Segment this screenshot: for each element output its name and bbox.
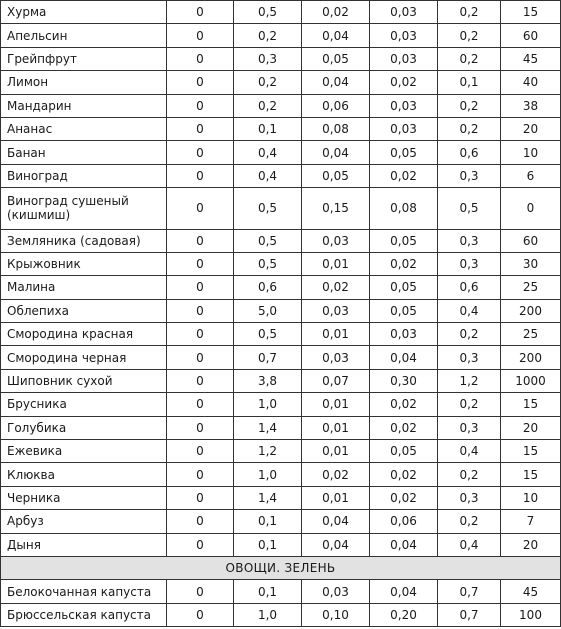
value-cell-col-3: 0,04 <box>302 510 370 533</box>
product-name-cell: Голубика <box>1 416 167 439</box>
value-cell-col-2: 1,4 <box>234 416 302 439</box>
value-cell-col-3: 0,04 <box>302 24 370 47</box>
value-cell-col-2: 0,4 <box>234 141 302 164</box>
value-cell-col-5: 0,3 <box>438 346 501 369</box>
table-row <box>1 510 561 533</box>
product-name-cell: Ананас <box>1 117 167 140</box>
value-cell-col-1: 0 <box>167 47 234 70</box>
value-cell-col-5: 0,2 <box>438 463 501 486</box>
value-cell-col-5: 0,2 <box>438 24 501 47</box>
product-name-cell: Крыжовник <box>1 252 167 275</box>
value-cell-col-6: 20 <box>501 533 561 556</box>
product-name-cell: Апельсин <box>1 24 167 47</box>
value-cell-col-1: 0 <box>167 510 234 533</box>
value-cell-col-3: 0,06 <box>302 94 370 117</box>
value-cell-col-4: 0,03 <box>370 117 438 140</box>
value-cell-col-2: 0,7 <box>234 346 302 369</box>
value-cell-col-3: 0,02 <box>302 276 370 299</box>
value-cell-col-4: 0,04 <box>370 346 438 369</box>
value-cell-col-2: 0,6 <box>234 276 302 299</box>
value-cell-col-3: 0,15 <box>302 188 370 229</box>
value-cell-col-2: 1,4 <box>234 486 302 509</box>
value-cell-col-2: 0,1 <box>234 510 302 533</box>
table-row <box>1 463 561 486</box>
value-cell-col-2: 0,1 <box>234 533 302 556</box>
value-cell-col-5: 0,2 <box>438 117 501 140</box>
value-cell-col-4: 0,06 <box>370 510 438 533</box>
value-cell-col-6: 45 <box>501 580 561 603</box>
product-name-cell: Клюква <box>1 463 167 486</box>
product-name-cell: Мандарин <box>1 94 167 117</box>
product-name-cell: Черника <box>1 486 167 509</box>
value-cell-col-3: 0,01 <box>302 486 370 509</box>
table-row <box>1 24 561 47</box>
value-cell-col-5: 0,2 <box>438 393 501 416</box>
value-cell-col-1: 0 <box>167 141 234 164</box>
table-row <box>1 94 561 117</box>
value-cell-col-2: 0,5 <box>234 188 302 229</box>
product-name-cell: Белокочанная капуста <box>1 580 167 603</box>
value-cell-col-2: 0,2 <box>234 71 302 94</box>
value-cell-col-3: 0,07 <box>302 369 370 392</box>
value-cell-col-4: 0,08 <box>370 188 438 229</box>
value-cell-col-3: 0,10 <box>302 603 370 626</box>
product-name-cell: Банан <box>1 141 167 164</box>
value-cell-col-6: 60 <box>501 229 561 252</box>
table-row <box>1 276 561 299</box>
value-cell-col-1: 0 <box>167 603 234 626</box>
value-cell-col-3: 0,01 <box>302 393 370 416</box>
value-cell-col-5: 0,6 <box>438 276 501 299</box>
table-row <box>1 141 561 164</box>
value-cell-col-1: 0 <box>167 346 234 369</box>
value-cell-col-6: 15 <box>501 1 561 24</box>
table-row <box>1 369 561 392</box>
table-row <box>1 1 561 24</box>
value-cell-col-4: 0,05 <box>370 276 438 299</box>
value-cell-col-6: 200 <box>501 346 561 369</box>
value-cell-col-6: 0 <box>501 188 561 229</box>
table-row <box>1 346 561 369</box>
table-row <box>1 323 561 346</box>
value-cell-col-4: 0,03 <box>370 47 438 70</box>
table-row <box>1 252 561 275</box>
value-cell-col-2: 0,1 <box>234 580 302 603</box>
value-cell-col-1: 0 <box>167 580 234 603</box>
value-cell-col-2: 0,5 <box>234 252 302 275</box>
value-cell-col-1: 0 <box>167 1 234 24</box>
value-cell-col-3: 0,04 <box>302 141 370 164</box>
value-cell-col-6: 6 <box>501 164 561 187</box>
value-cell-col-6: 15 <box>501 393 561 416</box>
product-name-cell: Дыня <box>1 533 167 556</box>
value-cell-col-4: 0,30 <box>370 369 438 392</box>
product-name-cell: Хурма <box>1 1 167 24</box>
value-cell-col-5: 0,2 <box>438 510 501 533</box>
value-cell-col-3: 0,02 <box>302 463 370 486</box>
value-cell-col-1: 0 <box>167 393 234 416</box>
value-cell-col-1: 0 <box>167 299 234 322</box>
product-name-cell: Смородина красная <box>1 323 167 346</box>
value-cell-col-4: 0,03 <box>370 323 438 346</box>
value-cell-col-2: 0,5 <box>234 1 302 24</box>
value-cell-col-6: 45 <box>501 47 561 70</box>
value-cell-col-4: 0,05 <box>370 229 438 252</box>
value-cell-col-4: 0,05 <box>370 141 438 164</box>
value-cell-col-4: 0,02 <box>370 416 438 439</box>
value-cell-col-6: 20 <box>501 416 561 439</box>
table-row <box>1 486 561 509</box>
product-name-cell: Лимон <box>1 71 167 94</box>
table-row <box>1 416 561 439</box>
value-cell-col-5: 0,3 <box>438 164 501 187</box>
table-row <box>1 603 561 626</box>
value-cell-col-3: 0,01 <box>302 252 370 275</box>
value-cell-col-4: 0,02 <box>370 252 438 275</box>
value-cell-col-3: 0,01 <box>302 440 370 463</box>
value-cell-col-1: 0 <box>167 94 234 117</box>
value-cell-col-4: 0,02 <box>370 71 438 94</box>
table-row <box>1 580 561 603</box>
value-cell-col-2: 1,0 <box>234 463 302 486</box>
value-cell-col-1: 0 <box>167 323 234 346</box>
value-cell-col-1: 0 <box>167 252 234 275</box>
value-cell-col-1: 0 <box>167 463 234 486</box>
value-cell-col-5: 0,2 <box>438 94 501 117</box>
value-cell-col-3: 0,08 <box>302 117 370 140</box>
table-row <box>1 533 561 556</box>
product-name-cell: Малина <box>1 276 167 299</box>
value-cell-col-6: 200 <box>501 299 561 322</box>
value-cell-col-6: 25 <box>501 323 561 346</box>
value-cell-col-1: 0 <box>167 440 234 463</box>
value-cell-col-2: 0,2 <box>234 94 302 117</box>
value-cell-col-5: 1,2 <box>438 369 501 392</box>
value-cell-col-6: 15 <box>501 440 561 463</box>
value-cell-col-3: 0,03 <box>302 346 370 369</box>
value-cell-col-4: 0,05 <box>370 299 438 322</box>
value-cell-col-3: 0,02 <box>302 1 370 24</box>
value-cell-col-5: 0,6 <box>438 141 501 164</box>
product-name-cell: Шиповник сухой <box>1 369 167 392</box>
value-cell-col-5: 0,3 <box>438 416 501 439</box>
value-cell-col-5: 0,4 <box>438 440 501 463</box>
value-cell-col-3: 0,01 <box>302 416 370 439</box>
value-cell-col-3: 0,05 <box>302 164 370 187</box>
value-cell-col-6: 40 <box>501 71 561 94</box>
value-cell-col-1: 0 <box>167 117 234 140</box>
value-cell-col-6: 10 <box>501 141 561 164</box>
value-cell-col-2: 0,5 <box>234 229 302 252</box>
table-row <box>1 71 561 94</box>
product-name-cell: Смородина черная <box>1 346 167 369</box>
value-cell-col-2: 0,5 <box>234 323 302 346</box>
product-name-cell: Виноград сушеный (кишмиш) <box>1 188 167 229</box>
value-cell-col-2: 0,3 <box>234 47 302 70</box>
value-cell-col-1: 0 <box>167 188 234 229</box>
value-cell-col-2: 0,2 <box>234 24 302 47</box>
product-name-cell: Облепиха <box>1 299 167 322</box>
table-row <box>1 393 561 416</box>
value-cell-col-4: 0,03 <box>370 1 438 24</box>
value-cell-col-2: 5,0 <box>234 299 302 322</box>
product-name-cell: Брусника <box>1 393 167 416</box>
value-cell-col-4: 0,05 <box>370 440 438 463</box>
value-cell-col-5: 0,2 <box>438 47 501 70</box>
value-cell-col-5: 0,5 <box>438 188 501 229</box>
value-cell-col-6: 100 <box>501 603 561 626</box>
value-cell-col-1: 0 <box>167 486 234 509</box>
value-cell-col-1: 0 <box>167 416 234 439</box>
value-cell-col-1: 0 <box>167 533 234 556</box>
value-cell-col-5: 0,2 <box>438 1 501 24</box>
value-cell-col-2: 1,0 <box>234 393 302 416</box>
value-cell-col-1: 0 <box>167 24 234 47</box>
value-cell-col-4: 0,02 <box>370 393 438 416</box>
value-cell-col-6: 38 <box>501 94 561 117</box>
value-cell-col-3: 0,03 <box>302 299 370 322</box>
value-cell-col-6: 60 <box>501 24 561 47</box>
value-cell-col-1: 0 <box>167 164 234 187</box>
product-name-cell: Брюссельская капуста <box>1 603 167 626</box>
value-cell-col-4: 0,20 <box>370 603 438 626</box>
table-row <box>1 188 561 229</box>
value-cell-col-5: 0,7 <box>438 603 501 626</box>
value-cell-col-4: 0,03 <box>370 24 438 47</box>
product-name-cell: Арбуз <box>1 510 167 533</box>
value-cell-col-4: 0,03 <box>370 94 438 117</box>
value-cell-col-6: 7 <box>501 510 561 533</box>
value-cell-col-4: 0,02 <box>370 486 438 509</box>
value-cell-col-5: 0,3 <box>438 486 501 509</box>
value-cell-col-2: 3,8 <box>234 369 302 392</box>
nutrient-table-body <box>1 1 561 627</box>
table-row <box>1 164 561 187</box>
value-cell-col-1: 0 <box>167 369 234 392</box>
product-name-cell: Земляника (садовая) <box>1 229 167 252</box>
value-cell-col-4: 0,04 <box>370 533 438 556</box>
value-cell-col-6: 30 <box>501 252 561 275</box>
value-cell-col-6: 15 <box>501 463 561 486</box>
value-cell-col-1: 0 <box>167 71 234 94</box>
value-cell-col-5: 0,1 <box>438 71 501 94</box>
value-cell-col-4: 0,02 <box>370 463 438 486</box>
value-cell-col-2: 0,4 <box>234 164 302 187</box>
value-cell-col-3: 0,04 <box>302 71 370 94</box>
value-cell-col-5: 0,2 <box>438 323 501 346</box>
value-cell-col-5: 0,4 <box>438 299 501 322</box>
product-name-cell: Виноград <box>1 164 167 187</box>
value-cell-col-4: 0,04 <box>370 580 438 603</box>
product-name-cell: Ежевика <box>1 440 167 463</box>
value-cell-col-3: 0,05 <box>302 47 370 70</box>
value-cell-col-2: 1,2 <box>234 440 302 463</box>
value-cell-col-6: 1000 <box>501 369 561 392</box>
table-row <box>1 117 561 140</box>
value-cell-col-3: 0,04 <box>302 533 370 556</box>
value-cell-col-3: 0,03 <box>302 229 370 252</box>
table-row <box>1 299 561 322</box>
product-name-cell: Грейпфрут <box>1 47 167 70</box>
value-cell-col-5: 0,7 <box>438 580 501 603</box>
value-cell-col-4: 0,02 <box>370 164 438 187</box>
value-cell-col-2: 0,1 <box>234 117 302 140</box>
value-cell-col-6: 25 <box>501 276 561 299</box>
value-cell-col-3: 0,01 <box>302 323 370 346</box>
value-cell-col-6: 20 <box>501 117 561 140</box>
section-title: ОВОЩИ. ЗЕЛЕНЬ <box>1 556 561 579</box>
value-cell-col-5: 0,4 <box>438 533 501 556</box>
value-cell-col-3: 0,03 <box>302 580 370 603</box>
section-header-row <box>1 556 561 579</box>
value-cell-col-1: 0 <box>167 229 234 252</box>
value-cell-col-1: 0 <box>167 276 234 299</box>
value-cell-col-5: 0,3 <box>438 229 501 252</box>
table-row <box>1 47 561 70</box>
value-cell-col-2: 1,0 <box>234 603 302 626</box>
value-cell-col-6: 10 <box>501 486 561 509</box>
table-row <box>1 440 561 463</box>
value-cell-col-5: 0,3 <box>438 252 501 275</box>
table-row <box>1 229 561 252</box>
